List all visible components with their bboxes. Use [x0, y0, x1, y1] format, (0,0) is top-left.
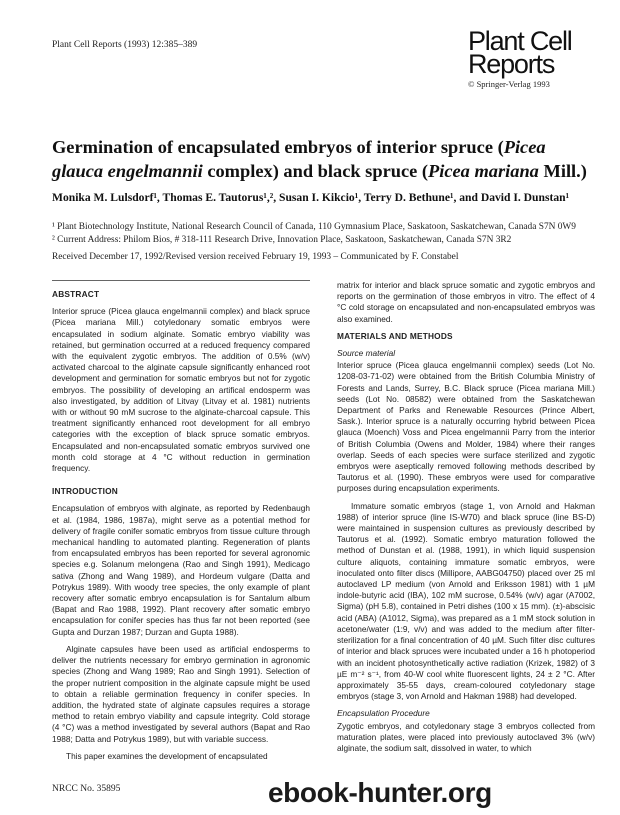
source-material-paragraph: Interior spruce (Picea glauca engelmannii complex) seeds (Lot No. 1208-03-71-02) were obtained from the British Columbia Ministry of Forests and Lands, Surrey, B.C. Black spruce (Picea mariana Mill.) seeds (Lot No. 08582) were obtained from the Saskatchewan Department of Parks and Renewable Resources (Prince Albert, Sask.). Interior spruce is a naturally occurring hybrid between Picea glauca (Moench) Voss and Picea engelmannii Parry from the interior of British Columbia (Owens and Molder, 1984) where their ranges overlap. Seeds of each species were surface sterilized and zygotic embryos were aseptically removed following methods described by Tautorus et al. (1990). These embryos were used for comparative purposes during encapsulation experiments. [337, 360, 595, 494]
copyright-notice: © Springer-Verlag 1993 [468, 79, 550, 89]
logo-line-2: Reports [468, 49, 555, 79]
abstract-rule [52, 280, 310, 281]
title-part-1: Germination of encapsulated embryos of interior spruce ( [52, 137, 504, 157]
right-column [337, 280, 595, 760]
left-column [52, 280, 310, 768]
article-title [52, 135, 592, 183]
immature-embryos-paragraph: Immature somatic embryos (stage 1, von Arnold and Hakman 1988) of interior spruce (line IS-W70) and black spruce (line BS-D) were maintained in suspension cultures as previously described by Tautorus et al. (1992). Somatic embryo maturation followed the method of Dunstan et al. (1988, 1991), in which liquid suspension culture aliquots, containing immature somatic embryos, were inoculated onto filter discs (Millipore, AABG04750) placed over 25 ml autoclaved LP medium (von Arnold and Eriksson 1981) with 1 µM indole-butyric acid (IBA), 102 mM sucrose, 0.54% (w/v) agar (A7002, Sigma) (pH 5.8), contained in Petri dishes (100 x 15 mm). (±)-abscisic acid (ABA) (A1012, Sigma), was prepared as a 1 mM stock solution in acetone/water (1:9, v/v) and was added to the medium after filter-sterilization for a final concentration of 40 µM. Such filter disc cultures of interior and black spruces were incubated under a 16 h photoperiod with an incident photosynthetically active radiation (Krizek, 1982) of 3 µE m⁻² s⁻¹, from 40-W cool white fluorescent lights, 24 ± 2 °C. After approximately 35-55 days, cream-coloured cotyledonary stage embryos (stage 3, von Arnold and Hakman 1988) had developed. [337, 500, 595, 702]
running-head: Plant Cell Reports (1993) 12:385–389 [52, 40, 198, 50]
encapsulation-heading: Encapsulation Procedure [337, 708, 430, 719]
watermark-text: ebook-hunter.org [268, 777, 492, 808]
intro-paragraph-1: Encapsulation of embryos with alginate, as reported by Redenbaugh et al. (1984, 1986, 1987a), might serve as a potential method for delivery of fragile conifer somatic embryos from tissue culture through mechanical handling to automated planting. Regeneration of plants from encapsulated embryos has been reported for several agronomic species e.g. Solanum melongena (Rao and Singh 1991), Medicago sativa (Zhong and Wang 1989), and Hordeum vulgare (Datta and Potrykus 1989). With woody tree species, the only example of plant recovery after somatic embryo encapsulation is for Santalum album (Bapat and Rao 1988, 1992). Plant recovery after somatic embryo encapsulation for conifer species has thus far not been reported (see Gupta and Durzan 1987; Durzan and Gupta 1988). [52, 503, 310, 637]
intro-paragraph-2: Alginate capsules have been used as artificial endosperms to deliver the nutrients necessary for embryo germination in agronomic species (Zhong and Wang 1989; Rao and Singh 1991). Selection of the proper nutrient composition in the alginate capsule might be used to obtain a reliable germination frequency in conifer species. In addition, the hydrated state of alginate capsules requires a storage method to retain embryo viability and capsule integrity. Cold storage (4 °C) was a method investigated by several authors (Bapat and Rao 1988; Datta and Potrykus 1989), but with variable success. [52, 643, 310, 744]
author-list: Monika M. Lulsdorf¹, Thomas E. Tautorus¹,², Susan I. Kikcio¹, Terry D. Bethune¹, and David I. Dunstan¹ [52, 191, 570, 204]
nrcc-number: NRCC No. 35895 [52, 784, 121, 794]
journal-logo [468, 26, 598, 89]
logo-line-1: Plant Cell [468, 26, 572, 56]
intro-paragraph-3: This paper examines the development of encapsulated [66, 750, 268, 761]
source-material-heading: Source material [337, 348, 396, 359]
right-paragraph-1: matrix for interior and black spruce somatic and zygotic embryos and reports on the germination of those embryos in vitro. The effect of 4 °C cold storage on encapsulated and non-encapsulated embryos was also examined. [337, 280, 595, 324]
encapsulation-paragraph: Zygotic embryos, and cotyledonary stage 3 embryos collected from maturation plates, were placed into previously autoclaved 3% (w/v) alginate, the sodium salt, dissolved in water, to which [337, 720, 595, 753]
affiliation-2: ² Current Address: Philom Bios, # 318-111 Research Drive, Innovation Place, Saskatoon, Saskatchewan, Canada S7N 3R2 [52, 235, 512, 245]
title-part-2: complex) and black spruce ( [202, 161, 429, 181]
received-line: Received December 17, 1992/Revised version received February 19, 1993 – Communicated by F. Constabel [52, 252, 459, 262]
title-species-2: Picea mariana [428, 161, 539, 181]
abstract-heading: ABSTRACT [52, 289, 100, 299]
affiliation-1: ¹ Plant Biotechnology Institute, National Research Council of Canada, 110 Gymnasium Place, Saskatoon, Saskatchewan, Canada S7N 0W9 [52, 222, 576, 232]
introduction-heading: INTRODUCTION [52, 486, 119, 497]
abstract-text: Interior spruce (Picea glauca engelmannii complex) and black spruce (Picea mariana Mill.) cotyledonary somatic embryos were encapsulated in sodium alginate. Somatic embryo viability was retained, but germination occurred at a reduced frequency compared with the equivalent zygotic embryos. The addition of 0.5% (w/v) activated charcoal to the alginate capsule significantly enhanced root development and germination for somatic embryos but not for zygotic embryos. The possibility of developing an artifical endosperm was also investigated, by addition of Litvay (Litvay et al. 1981) nutrients with or without 90 mM sucrose to the alginate-charcoal capsule. This treatment significantly enhanced root development for all embryo categories with the exception of black spruce somatic embryos. Encapsulated and non-encapsulated somatic embryos survived one month cold storage at 4 °C without reduction in germination frequency. [52, 306, 310, 474]
methods-heading: MATERIALS AND METHODS [337, 330, 453, 341]
title-part-3: Mill.) [538, 161, 587, 181]
title-species-1: Picea glauca engelmannii [52, 137, 546, 181]
